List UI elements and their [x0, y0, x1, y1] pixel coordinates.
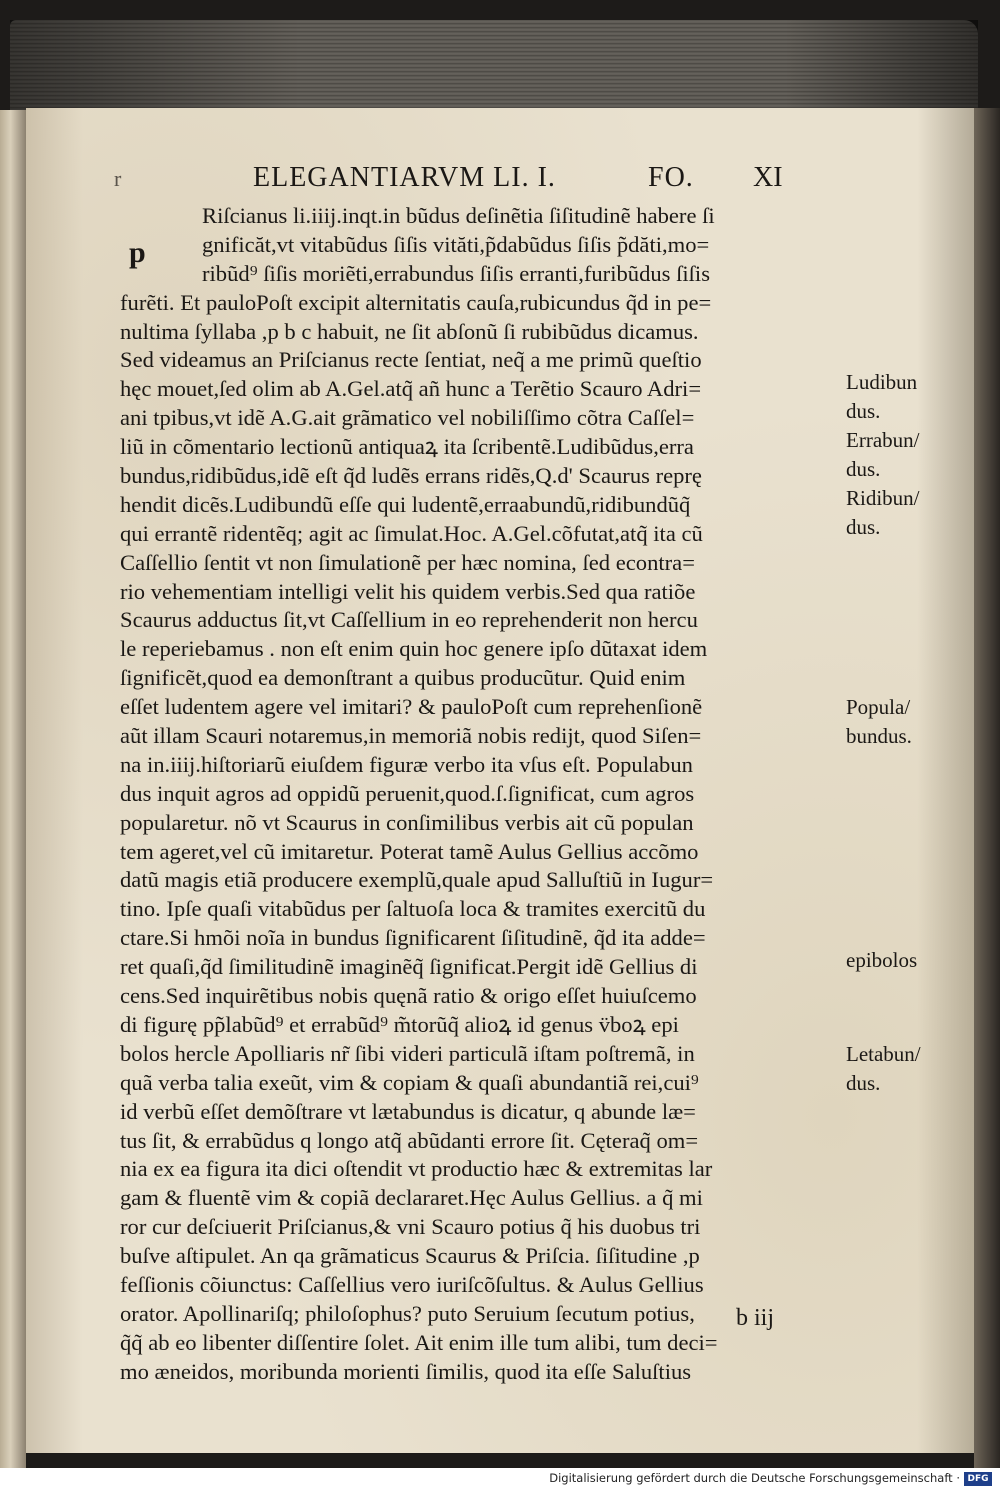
text-line: ctare.Si hmõi noĩa in bundus ſignificarent ſiſitudinẽ, q̃d ita adde=	[120, 925, 706, 951]
text-line: furẽti. Et pauloPoſt excipit alternitatis cauſa,rubicundus q̃d in pe=	[120, 289, 712, 315]
text-line: rio vehementiam intelligi velit his quidem verbis.Sed qua ratiõe	[120, 578, 696, 604]
text-line: tino. Ipſe quaſi vitabũdus per ſaltuoſa loca & tramites exercitũ du	[120, 896, 706, 922]
margin-note-epibolos	[846, 946, 917, 975]
margin-note-line: Ludibun	[846, 370, 918, 394]
text-line: Scaurus adductus ſit,vt Caſſellium in eo reprehenderit non hercu	[120, 607, 698, 633]
running-head-mark: r	[114, 166, 122, 191]
left-page-edge	[0, 110, 26, 1468]
text-line: quã verba talia exeũt, vim & copiam & quaſi abundantiã rei,cui⁹	[120, 1069, 699, 1095]
text-line: hendit dicẽs.Ludibundũ eſſe qui ludentẽ,erraabundũ,ridibundũq̃	[120, 491, 691, 517]
running-head-title: ELEGANTIARVM LI. I.	[253, 162, 556, 193]
margin-note-line: dus.	[846, 515, 881, 539]
right-page-edge	[974, 108, 1000, 1468]
text-line: eſſet ludentem agere vel imitari? & pauloPoſt cum reprehenſionẽ	[120, 694, 703, 720]
text-line: qui errantẽ ridentẽq; agit ac ſimulat.Hoc. A.Gel.cõfutat,atq̃ ita cũ	[120, 520, 703, 546]
text-line: di figurę pp̃labũd⁹ et errabũd⁹ m̃torũq̃ alioꝝ id genus v̈boꝝ epi	[120, 1011, 679, 1037]
margin-note-ludibundus	[846, 368, 920, 542]
text-line: cens.Sed inquirẽtibus nobis quęnã ratio & origo eſſet huiuſcemo	[120, 983, 697, 1009]
margin-note-line: dus.	[846, 1071, 881, 1095]
margin-note-line: epibolos	[846, 948, 918, 972]
text-line: popularetur. nõ vt Scaurus in conſimilibus verbis ait cũ populan	[120, 809, 694, 835]
text-line: nia ex ea figura ita dici oſtendit vt productio hæc & extremitas lar	[120, 1156, 713, 1182]
margin-note-line: dus.	[846, 399, 881, 423]
margin-note-populabundus	[846, 693, 912, 751]
text-line: tem ageret,vel cũ imitaretur. Poterat tamẽ Aulus Gellius accõmo	[120, 838, 699, 864]
text-line: bundus,ridibũdus,idẽ eſt q̃d ludẽs errans ridẽs,Q.d' Scaurus reprę	[120, 463, 702, 489]
text-line: feſſionis cõiunctus: Caſſellius vero iuriſcõſultus. & Aulus Gellius	[120, 1271, 704, 1297]
text-line: q̃q̃ ab eo libenter diſſentire ſolet. Ait enim ille tum alibi, tum deci=	[120, 1329, 718, 1355]
text-line: na in.iiij.hiſtoriarũ eiuſdem figuræ verbo ita vſus eſt. Populabun	[120, 751, 693, 777]
funding-credit: Digitalisierung gefördert durch die Deutsche Forschungsgemeinschaft ·	[549, 1471, 960, 1485]
text-line: orator. Apollinariſq; philoſophus? puto Seruium ſecutum potius,	[120, 1300, 695, 1326]
running-head	[0, 162, 1000, 202]
text-line: datũ magis etiã producere exemplũ,quale apud Salluſtiũ in Iugur=	[120, 867, 714, 893]
text-line: bolos hercle Apolliaris nr̃ ſibi videri particulã iſtam poſtremã, in	[120, 1040, 695, 1066]
initial-letter: p	[129, 236, 146, 269]
text-line: Riſcianus li.iiij.inqt.in bũdus deſinẽtia ſiſitudinẽ habere ſi	[202, 203, 715, 228]
body-text	[120, 202, 840, 1387]
text-line: aũt illam Scauri notaremus,in memoriã nobis redijt, quod Siſen=	[120, 723, 702, 749]
margin-note-line: Popula/	[846, 695, 911, 719]
margin-note-line: dus.	[846, 457, 881, 481]
folio-label: FO.	[648, 162, 694, 193]
text-line: liũ in cõmentario lectionũ antiquaꝝ ita ſcribentẽ.Ludibũdus,erra	[120, 434, 694, 460]
signature-mark: b iij	[736, 1305, 775, 1331]
text-line: Sed videamus an Priſcianus recte ſentiat, neq̃ a me primũ queſtio	[120, 347, 702, 373]
margin-note-line: Ridibun/	[846, 486, 920, 510]
text-line: ſignificẽt,quod ea demonſtrant a quibus producũtur. Quid enim	[120, 665, 686, 691]
text-line: ret quaſi,q̃d ſimilitudinẽ imaginẽq̃ ſignificat.Pergit idẽ Gellius di	[120, 954, 698, 980]
text-line: buſve aſtipulet. An qa grãmaticus Scaurus & Priſcia. ſiſitudine ,p	[120, 1243, 700, 1269]
text-line: nultima ſyllaba ,p b c habuit, ne ſit abſonũ ſi rubibũdus dicamus.	[120, 318, 699, 344]
text-line: ani tpibus,vt idẽ A.G.ait grãmatico vel nobiliſſimo cõtra Caſſel=	[120, 405, 695, 431]
text-line: hęc mouet,ſed olim ab A.Gel.atq̃ añ hunc a Terẽtio Scauro Adri=	[120, 376, 702, 402]
text-line: gam & fluentẽ vim & copiã declararet.Hęc Aulus Gellius. a q̃ mi	[120, 1185, 703, 1211]
footer-bar	[0, 1468, 1000, 1490]
text-line: ror cur deſciuerit Priſcianus,& vni Scauro potius q̃ his duobus tri	[120, 1214, 701, 1240]
folio-number: XI	[753, 162, 783, 193]
text-line: ribũd⁹ ſiſis moriẽti,errabundus ſiſis erranti,furibũdus ſiſis	[202, 260, 711, 286]
text-line: le reperiebamus . non eſt enim quin hoc genere ipſo dũtaxat idem	[120, 636, 708, 662]
margin-note-line: Letabun/	[846, 1042, 921, 1066]
dfg-logo: DFG	[964, 1472, 992, 1486]
margin-note-line: Errabun/	[846, 428, 920, 452]
margin-note-letabundus	[846, 1040, 921, 1098]
text-line: gnificăt,vt vitabũdus ſiſis vităti,p̃dabũdus ſiſis p̃dăti,mo=	[202, 231, 710, 257]
text-line: mo æneidos, moribunda morienti ſimilis, quod ita eſſe Saluſtius	[120, 1358, 692, 1384]
text-line: dus inquit agros ad oppidũ peruenit,quod.ſ.ſignificat, cum agros	[120, 780, 695, 806]
text-line: Caſſellio ſentit vt non ſimulationẽ per hæc nomina, ſed econtra=	[120, 549, 695, 575]
text-line: tus ſit, & errabũdus q longo atq̃ abũdanti errore ſit. Cęteraq̃ om=	[120, 1127, 699, 1153]
margin-note-line: bundus.	[846, 724, 912, 748]
text-line: id verbũ eſſet demõſtrare vt lætabundus is dicatur, q abunde læ=	[120, 1098, 696, 1124]
